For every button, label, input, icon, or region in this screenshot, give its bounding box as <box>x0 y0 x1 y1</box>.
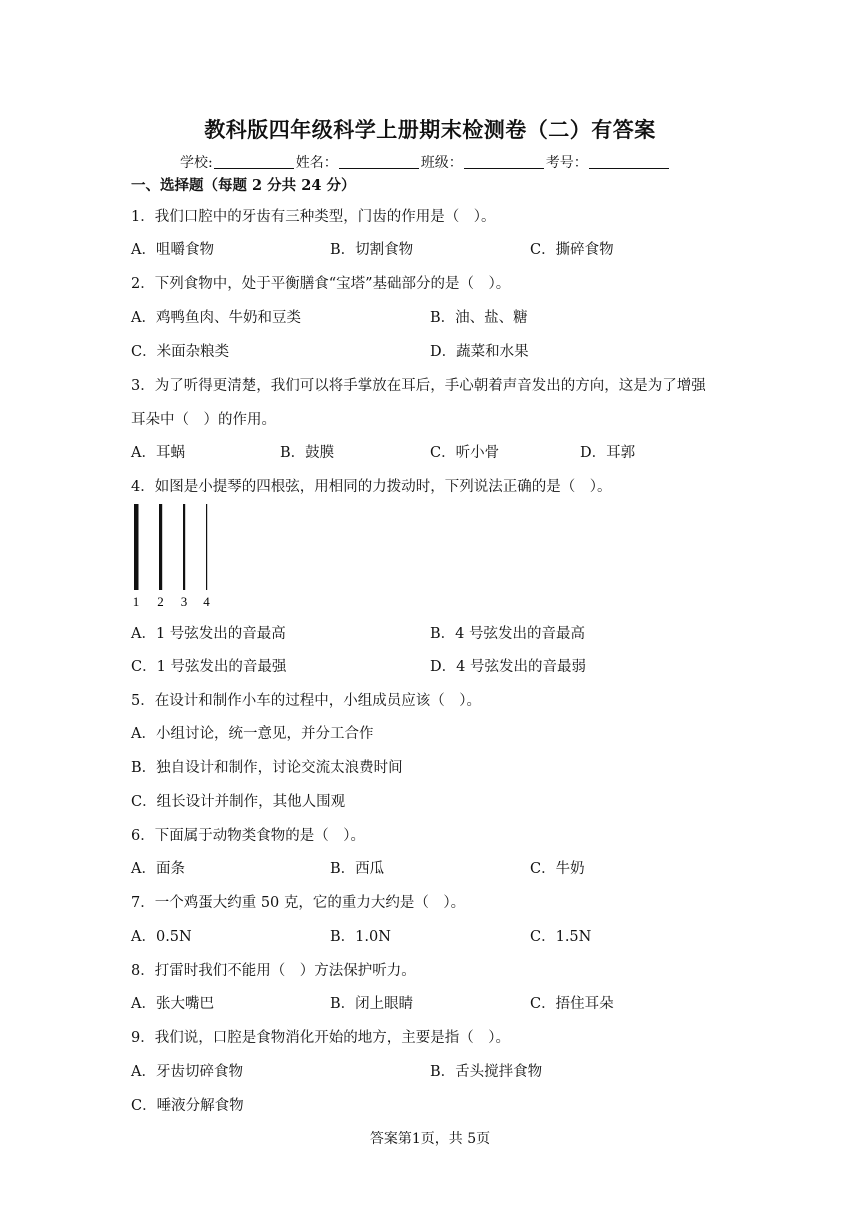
question-8: 8．打雷时我们不能用（ ）方法保护听力。 <box>131 963 416 979</box>
name-label: 姓名： <box>295 155 338 171</box>
page-footer: 答案第1页，共 5页 <box>369 1131 491 1147</box>
question-7: 7．一个鸡蛋大约重 50 克，它的重力大约是（ ）。 <box>131 895 466 911</box>
q1-option-b[interactable]: B．切割食物 <box>330 242 414 258</box>
question-5: 5．在设计和制作小车的过程中，小组成员应该（ ）。 <box>131 693 481 709</box>
q7-option-b[interactable]: B．1.0N <box>330 929 391 945</box>
question-1: 1．我们口腔中的牙齿有三种类型，门齿的作用是（ ）。 <box>131 209 496 225</box>
string-label-3: 3 <box>180 594 188 609</box>
q3-option-a[interactable]: A．耳蜗 <box>131 445 185 461</box>
q1-option-c[interactable]: C．撕碎食物 <box>530 242 614 258</box>
q2-option-c[interactable]: C．米面杂粮类 <box>131 344 230 360</box>
student-info-line <box>180 152 671 172</box>
school-label: 学校: <box>180 155 213 171</box>
string-label-1: 1 <box>132 594 140 609</box>
q6-option-b[interactable]: B．西瓜 <box>330 861 385 877</box>
exam-no-blank[interactable] <box>589 154 669 169</box>
string-label-2: 2 <box>157 594 164 609</box>
q4-option-d[interactable]: D．4 号弦发出的音最弱 <box>430 659 586 675</box>
q4-option-c[interactable]: C．1 号弦发出的音最强 <box>131 659 287 675</box>
q2-option-b[interactable]: B．油、盐、糖 <box>430 310 528 326</box>
class-label: 班级： <box>420 155 463 171</box>
q2-option-d[interactable]: D．蔬菜和水果 <box>430 344 529 360</box>
q5-option-b[interactable]: B．独自设计和制作，讨论交流太浪费时间 <box>131 760 403 776</box>
q3-option-c[interactable]: C．听小骨 <box>430 445 500 461</box>
q7-option-a[interactable]: A．0.5N <box>131 929 192 945</box>
school-blank[interactable] <box>214 154 294 169</box>
question-3: 3．为了听得更清楚，我们可以将手掌放在耳后，手心朝着声音发出的方向，这是为了增强 <box>131 378 706 394</box>
q4-option-b[interactable]: B．4 号弦发出的音最高 <box>430 626 585 642</box>
name-blank[interactable] <box>339 154 419 169</box>
section-heading: 一、选择题（每题 2 分共 24 分） <box>131 177 356 194</box>
question-9: 9．我们说，口腔是食物消化开始的地方，主要是指（ ）。 <box>131 1030 510 1046</box>
q3-option-d[interactable]: D．耳郭 <box>580 445 636 461</box>
string-2 <box>159 504 162 590</box>
q9-option-c[interactable]: C．唾液分解食物 <box>131 1098 244 1114</box>
question-4: 4．如图是小提琴的四根弦，用相同的力拨动时，下列说法正确的是（ ）。 <box>131 479 612 495</box>
question-2: 2．下列食物中，处于平衡膳食“宝塔”基础部分的是（ ）。 <box>131 276 511 292</box>
q9-option-b[interactable]: B．舌头搅拌食物 <box>430 1064 543 1080</box>
q8-option-c[interactable]: C．捂住耳朵 <box>530 996 614 1012</box>
question-3-line-2: 耳朵中（ ）的作用。 <box>131 412 276 428</box>
q4-option-a[interactable]: A．1 号弦发出的音最高 <box>131 626 286 642</box>
q5-option-a[interactable]: A．小组讨论，统一意见，并分工合作 <box>131 726 374 742</box>
q8-option-a[interactable]: A．张大嘴巴 <box>131 996 214 1012</box>
q7-option-c[interactable]: C．1.5N <box>530 929 592 945</box>
q6-option-c[interactable]: C．牛奶 <box>530 861 585 877</box>
class-blank[interactable] <box>464 154 544 169</box>
document-title: 教科版四年级科学上册期末检测卷（二）有答案 <box>204 117 656 142</box>
q3-option-b[interactable]: B．鼓膜 <box>280 445 335 461</box>
q8-option-b[interactable]: B．闭上眼睛 <box>330 996 414 1012</box>
string-3 <box>183 504 185 590</box>
string-1 <box>134 504 139 590</box>
question-6: 6．下面属于动物类食物的是（ ）。 <box>131 828 365 844</box>
string-4 <box>206 504 207 590</box>
q9-option-a[interactable]: A．牙齿切碎食物 <box>131 1064 243 1080</box>
q6-option-a[interactable]: A．面条 <box>131 861 185 877</box>
exam-no-label: 考号： <box>545 155 588 171</box>
violin-strings-figure <box>124 500 224 610</box>
q1-option-a[interactable]: A．咀嚼食物 <box>131 242 214 258</box>
string-label-4: 4 <box>203 594 210 609</box>
q5-option-c[interactable]: C．组长设计并制作，其他人围观 <box>131 794 346 810</box>
q2-option-a[interactable]: A．鸡鸭鱼肉、牛奶和豆类 <box>131 310 301 326</box>
